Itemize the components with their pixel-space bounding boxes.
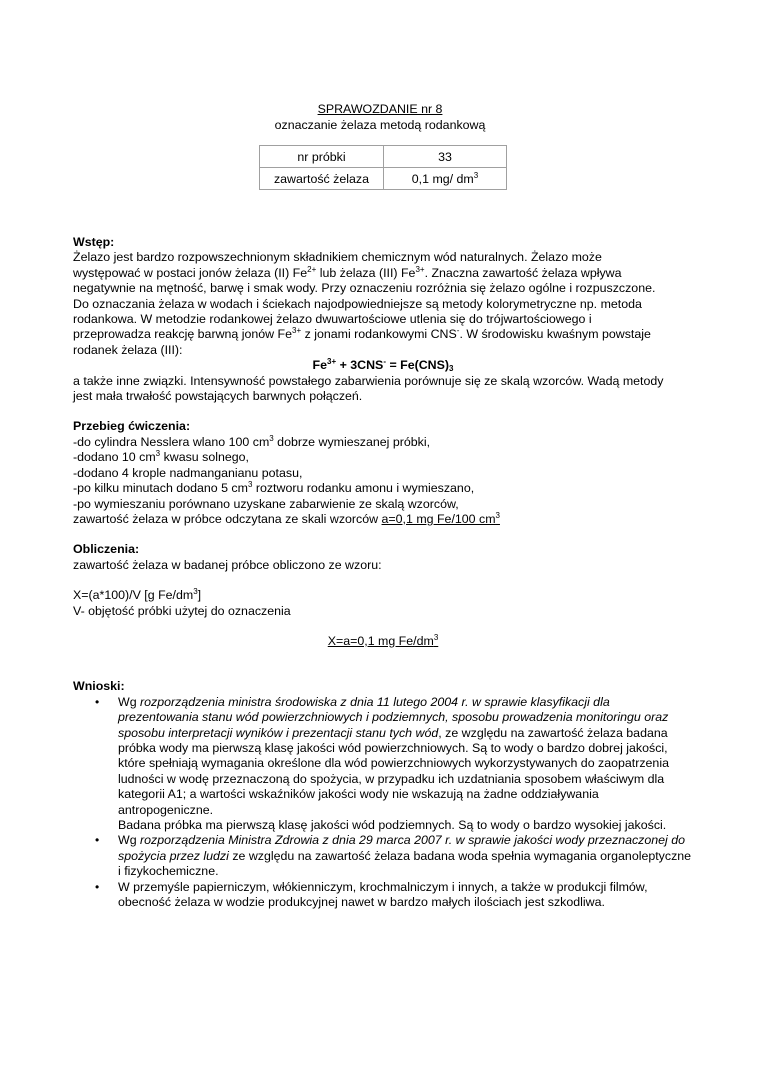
text-line: negatywnie na mętność, barwę i smak wody. Przy oznaczeniu rozróżnia się żelazo ogólne i rozpuszczone. [73, 281, 656, 296]
list-item [73, 695, 693, 834]
text-line: V- objętość próbki użytej do oznaczenia [73, 603, 291, 618]
text-line: -po wymieszaniu porównano uzyskane zabarwienie ze skalą wzorców, [73, 496, 459, 511]
text-fragment: z jonami rodankowymi CNS [301, 327, 457, 342]
regulation-title: rozporządzenia ministra środowiska z dnia 11 lutego 2004 r. w sprawie klasyfikacji dla prezentowania stanu wód powierzchniowych i podziemnych, sposobu prowadzenia monitoringu oraz sposobu interpretacji wyników i prezentacji stanu tych wód [118, 694, 669, 740]
table-cell [384, 168, 507, 190]
text-fragment: X=(a*100)/V [g Fe/dm [73, 588, 194, 603]
text-fragment: -po kilku minutach dodano 5 cm [73, 481, 248, 496]
text-line: zawartość żelaza w badanej próbce obliczono ze wzoru: [73, 557, 382, 572]
list-item [73, 880, 693, 911]
list-item-text [118, 833, 693, 879]
text-fragment: Wg [118, 833, 141, 848]
text-line [73, 327, 693, 342]
list-item [73, 833, 693, 879]
text-fragment: . Znaczna zawartość żelaza wpływa [424, 265, 622, 280]
subscript: 3 [449, 364, 454, 374]
spacer [73, 573, 693, 588]
table-cell: zawartość żelaza [260, 168, 384, 190]
report-header [0, 101, 760, 133]
superscript: - [383, 357, 386, 367]
list-item-extra: Badana próbka ma pierwszą klasę jakości wód podziemnych. Są to wody o bardzo wysokiej jakości. [118, 818, 667, 832]
text-fragment: + 3CNS [336, 358, 384, 373]
spacer [73, 619, 693, 634]
text-fragment: lub żelaza (III) Fe [316, 265, 416, 280]
regulation-title: rozporządzenia Ministra Zdrowia z dnia 29 marca 2007 r. w sprawie jakości wody przeznaczonej do spożycia przez ludzi [118, 833, 686, 863]
text-fragment: występować w postaci jonów żelaza (II) Fe [73, 265, 308, 280]
text-fragment: -dodano 10 cm [73, 450, 156, 465]
spacer [73, 527, 693, 542]
spacer [73, 649, 693, 664]
text-fragment: . W środowisku kwaśnym powstaje [459, 327, 651, 342]
superscript: - [456, 326, 460, 336]
text-fragment: ] [197, 588, 202, 603]
text-line: rodankowa. W metodzie rodankowej żelazo dwuwartościowe utlenia się do trójwartościowego i [73, 312, 592, 327]
superscript: 3 [193, 587, 198, 597]
report-title: SPRAWOZDANIE nr 8 [317, 102, 443, 116]
superscript: 3 [433, 632, 439, 642]
text-line [73, 450, 693, 465]
section-heading: Wstęp: [73, 235, 115, 249]
superscript: 2+ [307, 264, 317, 274]
bullet-icon: • [95, 694, 100, 709]
text-fragment: ze względu na zawartość żelaza badana woda spełnia wymagania organoleptyczne i fizykochemiczne. [118, 848, 692, 879]
reading-value [382, 512, 500, 526]
spacer [73, 664, 693, 679]
text-fragment: roztworu rodanku amonu i wymieszano, [252, 481, 475, 496]
section-heading: Przebieg ćwiczenia: [73, 419, 191, 434]
superscript: 3 [155, 449, 161, 459]
spacer [73, 404, 693, 419]
table-cell: nr próbki [260, 146, 384, 168]
list-item-text: W przemyśle papierniczym, włókienniczym, krochmalniczym i innych, a także w produkcji filmów, obecność żelaza w wodzie produkcyjnej nawet w bardzo małych ilościach jest szkodliwa. [118, 879, 648, 910]
text-fragment: , ze względu na zawartość żelaza badana próbka wody ma pierwszą klasę jakości wód powierzchniowych. Są to wody o bardzo dobrej jakości, które spełniają wymagania określone dla wód powierzchniowych wykorzystywanych do zaopatrzenia ludności w wodę przeznaczoną do spożycia, w przypadku ich uzdatniania sposobem właściwym dla kategorii A1; a wartości wskaźników jakości wody nie wskazują na żadne oddziaływania antropogeniczne. [118, 725, 669, 817]
text-line: rodanek żelaza (III): [73, 342, 183, 357]
bullet-icon: • [95, 833, 100, 848]
text-line [73, 266, 693, 281]
procedure-section [73, 419, 693, 527]
conclusions-section [73, 679, 693, 910]
text-fragment: -do cylindra Nesslera wlano 100 cm [73, 434, 270, 449]
formula-line [73, 588, 693, 603]
text-line [73, 512, 693, 527]
list-item-text [118, 695, 693, 818]
superscript: 3 [269, 433, 274, 443]
report-body [73, 235, 693, 910]
sample-info-table [259, 145, 507, 190]
section-heading: Wnioski: [73, 679, 125, 694]
table-cell: 33 [384, 146, 507, 168]
text-fragment: zawartość żelaza w próbce odczytana ze skali wzorców [73, 511, 382, 526]
table-row [260, 146, 507, 168]
text-fragment: kwasu solnego, [160, 450, 249, 465]
superscript: 3 [473, 170, 479, 180]
result-line [73, 634, 693, 649]
result-value [328, 634, 439, 648]
text-line [73, 435, 693, 450]
text-fragment: = Fe(CNS) [386, 358, 449, 373]
reaction-equation [73, 358, 693, 373]
superscript: 3 [247, 480, 253, 490]
section-heading: Obliczenia: [73, 542, 140, 557]
text-fragment: dobrze wymieszanej próbki, [273, 434, 431, 449]
superscript: 3+ [327, 357, 337, 367]
text-line: Żelazo jest bardzo rozpowszechnionym składnikiem chemicznym wód naturalnych. Żelazo może [73, 250, 602, 265]
intro-section [73, 235, 693, 404]
text-fragment: przeprowadza reakcję barwną jonów Fe [73, 327, 293, 342]
text-fragment: X=a=0,1 mg Fe/dm [327, 633, 434, 648]
superscript: 3 [495, 510, 500, 520]
bullet-icon: • [95, 879, 100, 894]
table-row [260, 168, 507, 190]
superscript: 3+ [292, 326, 302, 336]
text-line [73, 481, 693, 496]
calculations-section [73, 542, 693, 649]
iron-content-value: 0,1 mg/ dm [411, 171, 474, 186]
text-line: -dodano 4 krople nadmanganianu potasu, [73, 465, 303, 480]
superscript: 3+ [415, 264, 425, 274]
text-line: a także inne związki. Intensywność powstałego zabarwienia porównuje się ze skalą wzorców. Wadą metody [73, 373, 664, 388]
text-line: Do oznaczania żelaza w wodach i ściekach najodpowiedniejsze są metody kolorymetryczne np. metoda [73, 296, 642, 311]
text-fragment: Fe [312, 358, 328, 373]
text-fragment: Wg [118, 694, 141, 709]
report-subtitle: oznaczanie żelaza metodą rodankową [274, 118, 486, 132]
text-fragment: a=0,1 mg Fe/100 cm [381, 511, 496, 526]
conclusions-list [73, 695, 693, 911]
text-line: jest mała trwałość powstających barwnych połączeń. [73, 389, 363, 404]
